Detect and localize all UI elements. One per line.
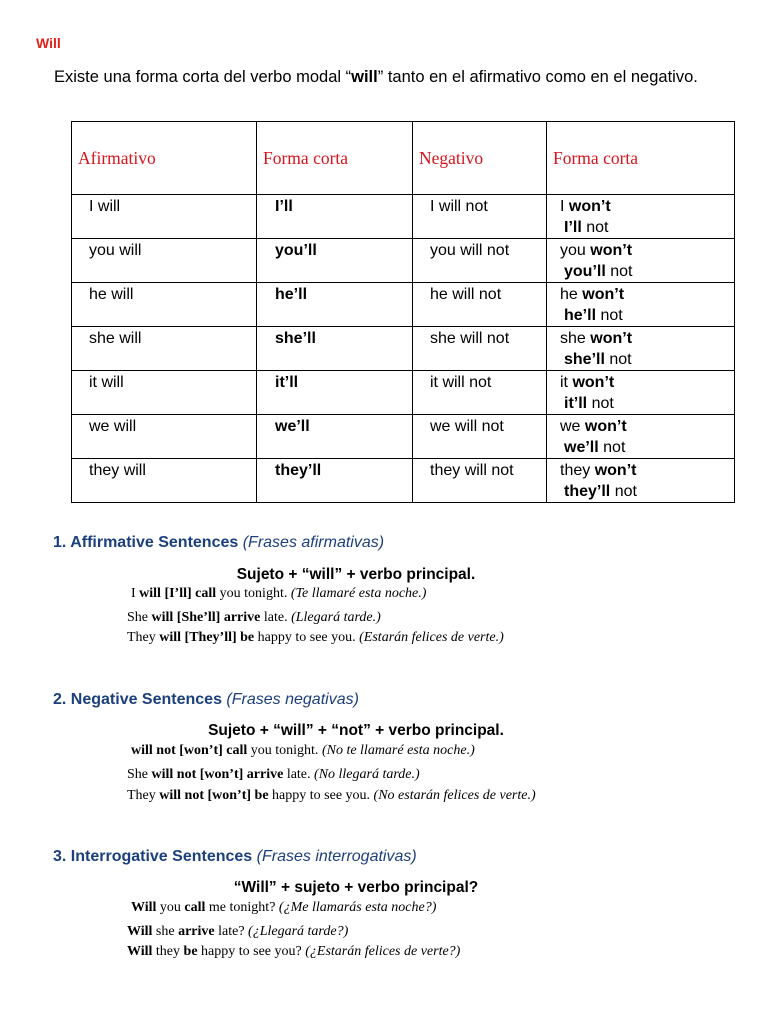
short-not-line <box>560 437 734 458</box>
section-heading <box>53 691 359 709</box>
example-verb: will [She’ll] arrive <box>151 610 261 625</box>
neg-short-text: you’ll <box>564 263 606 280</box>
wont-text: won’t <box>594 462 637 479</box>
example-text: I <box>131 586 140 601</box>
example-translation: (Estarán felices de verte.) <box>359 630 504 645</box>
negative-short-forms <box>547 415 734 458</box>
example-sentence <box>131 586 426 602</box>
affirmative-text: he will <box>89 286 134 303</box>
intro-text-before: Existe una forma corta del verbo modal “ <box>54 68 352 86</box>
example-verb: will not [won’t] arrive <box>151 767 284 782</box>
negative-text: you will not <box>430 242 510 259</box>
example-verb: will not [won’t] call <box>131 743 248 758</box>
example-text: happy to see you. <box>254 630 360 645</box>
table-row <box>72 195 735 239</box>
neg-short-text: she’ll <box>564 351 605 368</box>
example-verb: Will <box>127 944 153 959</box>
negative-short-cell <box>547 239 735 283</box>
not-text: not <box>614 483 637 500</box>
affirmative-cell <box>72 195 257 239</box>
document-title: Will <box>36 35 61 51</box>
example-text: late? <box>214 924 249 939</box>
example-text: happy to see you? <box>197 944 306 959</box>
short-not-line <box>560 349 734 370</box>
header-negativo: Negativo <box>413 122 547 195</box>
structure-formula: “Will” + sujeto + verbo principal? <box>233 879 479 896</box>
not-text: not <box>609 351 632 368</box>
example-sentence <box>127 924 348 940</box>
example-verb: arrive <box>178 924 215 939</box>
neg-short-text: we’ll <box>564 439 599 456</box>
example-text: you <box>156 900 185 915</box>
neg-subject: she <box>560 330 586 347</box>
short-form-text: you’ll <box>275 242 317 259</box>
negative-text: we will not <box>430 418 504 435</box>
example-verb: will [I’ll] call <box>139 586 217 601</box>
negative-short-cell <box>547 195 735 239</box>
wont-text: won’t <box>572 374 615 391</box>
example-text: happy to see you. <box>268 788 374 803</box>
example-translation: (No te llamaré esta noche.) <box>321 743 475 758</box>
table-row <box>72 283 735 327</box>
short-not-line <box>560 305 734 326</box>
affirmative-text: we will <box>89 418 137 435</box>
short-not-line <box>560 393 734 414</box>
header-forma-corta: Forma corta <box>257 122 413 195</box>
short-form-cell <box>257 459 413 503</box>
affirmative-cell <box>72 239 257 283</box>
neg-subject: you <box>560 242 586 259</box>
affirmative-cell <box>72 327 257 371</box>
short-form-text: it’ll <box>275 374 299 391</box>
example-text: late. <box>260 610 292 625</box>
negative-cell <box>413 371 547 415</box>
example-translation: (¿Me llamarás esta noche?) <box>278 900 437 915</box>
table-header-row <box>72 122 735 195</box>
negative-short-forms <box>547 459 734 502</box>
neg-subject: I <box>560 198 565 215</box>
wont-text: won’t <box>582 286 625 303</box>
intro-paragraph <box>54 66 734 88</box>
neg-subject: we <box>560 418 581 435</box>
short-form-cell <box>257 195 413 239</box>
not-text: not <box>591 395 614 412</box>
example-text: They <box>127 788 160 803</box>
affirmative-text: I will <box>89 198 121 215</box>
negative-cell <box>413 195 547 239</box>
negative-short-forms <box>547 327 734 370</box>
structure-formula: Sujeto + “will” + “not” + verbo principal. <box>208 722 504 739</box>
short-form-cell <box>257 327 413 371</box>
table-row <box>72 459 735 503</box>
wont-text: won’t <box>568 198 611 215</box>
negative-short-cell <box>547 283 735 327</box>
example-text: She <box>127 767 152 782</box>
wont-text: won’t <box>590 242 633 259</box>
negative-short-cell <box>547 327 735 371</box>
negative-text: it will not <box>430 374 492 391</box>
section-heading-en: 1. Affirmative Sentences <box>53 534 239 551</box>
affirmative-text: they will <box>89 462 146 479</box>
negative-short-cell <box>547 415 735 459</box>
affirmative-text: you will <box>89 242 142 259</box>
example-sentence <box>127 767 420 783</box>
example-text: they <box>152 944 184 959</box>
table-row <box>72 371 735 415</box>
short-form-cell <box>257 239 413 283</box>
intro-text-after: ” tanto en el afirmativo como en el negativo. <box>377 68 698 86</box>
neg-subject: it <box>560 374 568 391</box>
affirmative-cell <box>72 371 257 415</box>
conjugation-table <box>71 121 735 503</box>
not-text: not <box>610 263 633 280</box>
table-row <box>72 239 735 283</box>
neg-subject: he <box>560 286 578 303</box>
example-text: late. <box>283 767 315 782</box>
affirmative-cell <box>72 459 257 503</box>
affirmative-cell <box>72 283 257 327</box>
negative-cell <box>413 283 547 327</box>
not-text: not <box>586 219 609 236</box>
short-form-cell <box>257 283 413 327</box>
section-heading-es: (Frases interrogativas) <box>256 848 417 865</box>
short-not-line <box>560 217 734 238</box>
affirmative-cell <box>72 415 257 459</box>
section-heading <box>53 848 417 866</box>
short-form-cell <box>257 415 413 459</box>
example-text: you tonight. <box>247 743 322 758</box>
negative-short-cell <box>547 459 735 503</box>
negative-cell <box>413 239 547 283</box>
neg-short-text: it’ll <box>564 395 588 412</box>
negative-short-forms <box>547 283 734 326</box>
affirmative-text: it will <box>89 374 124 391</box>
wont-text: won’t <box>584 418 627 435</box>
section-heading-en: 3. Interrogative Sentences <box>53 848 253 865</box>
example-verb: Will <box>131 900 157 915</box>
example-sentence <box>127 944 460 960</box>
neg-short-text: he’ll <box>564 307 597 324</box>
section-heading-es: (Frases afirmativas) <box>242 534 385 551</box>
not-text: not <box>600 307 623 324</box>
section-heading-en: 2. Negative Sentences <box>53 691 222 708</box>
affirmative-text: she will <box>89 330 142 347</box>
example-text: They <box>127 630 160 645</box>
example-sentence <box>131 743 475 759</box>
intro-bold-will: will <box>351 68 378 86</box>
example-verb: will [They’ll] be <box>159 630 255 645</box>
negative-short-forms <box>547 195 734 238</box>
short-form-text: we’ll <box>275 418 310 435</box>
short-form-text: I’ll <box>275 198 293 215</box>
neg-subject: they <box>560 462 591 479</box>
example-translation: (Te llamaré esta noche.) <box>290 586 427 601</box>
short-form-text: they’ll <box>275 462 322 479</box>
header-forma-corta-negative: Forma corta <box>547 122 735 195</box>
negative-short-forms <box>547 239 734 282</box>
example-translation: (No llegará tarde.) <box>314 767 420 782</box>
section-heading <box>53 534 384 552</box>
header-afirmativo: Afirmativo <box>72 122 257 195</box>
negative-text: they will not <box>430 462 514 479</box>
negative-short-forms <box>547 371 734 414</box>
short-not-line <box>560 481 734 502</box>
negative-text: she will not <box>430 330 510 347</box>
example-translation: (Llegará tarde.) <box>291 610 381 625</box>
example-sentence <box>131 900 436 916</box>
short-not-line <box>560 261 734 282</box>
short-form-cell <box>257 371 413 415</box>
example-verb: Will <box>127 924 153 939</box>
negative-text: I will not <box>430 198 488 215</box>
example-text: you tonight. <box>216 586 291 601</box>
example-text: she <box>152 924 179 939</box>
example-text: She <box>127 610 152 625</box>
example-verb: call <box>184 900 206 915</box>
example-verb: will not [won’t] be <box>159 788 269 803</box>
section-heading-es: (Frases negativas) <box>226 691 359 708</box>
example-sentence <box>127 610 381 626</box>
negative-cell <box>413 327 547 371</box>
example-sentence <box>127 630 504 646</box>
example-verb: be <box>183 944 198 959</box>
example-translation: (No estarán felices de verte.) <box>373 788 536 803</box>
example-translation: (¿Llegará tarde?) <box>248 924 349 939</box>
negative-short-cell <box>547 371 735 415</box>
example-translation: (¿Estarán felices de verte?) <box>305 944 461 959</box>
example-sentence <box>127 788 536 804</box>
table-row <box>72 415 735 459</box>
short-form-text: she’ll <box>275 330 316 347</box>
structure-formula: Sujeto + “will” + verbo principal. <box>236 566 476 583</box>
table-row <box>72 327 735 371</box>
not-text: not <box>603 439 626 456</box>
example-text: me tonight? <box>205 900 279 915</box>
neg-short-text: I’ll <box>564 219 582 236</box>
negative-cell <box>413 459 547 503</box>
wont-text: won’t <box>590 330 633 347</box>
negative-text: he will not <box>430 286 502 303</box>
short-form-text: he’ll <box>275 286 308 303</box>
negative-cell <box>413 415 547 459</box>
neg-short-text: they’ll <box>564 483 611 500</box>
